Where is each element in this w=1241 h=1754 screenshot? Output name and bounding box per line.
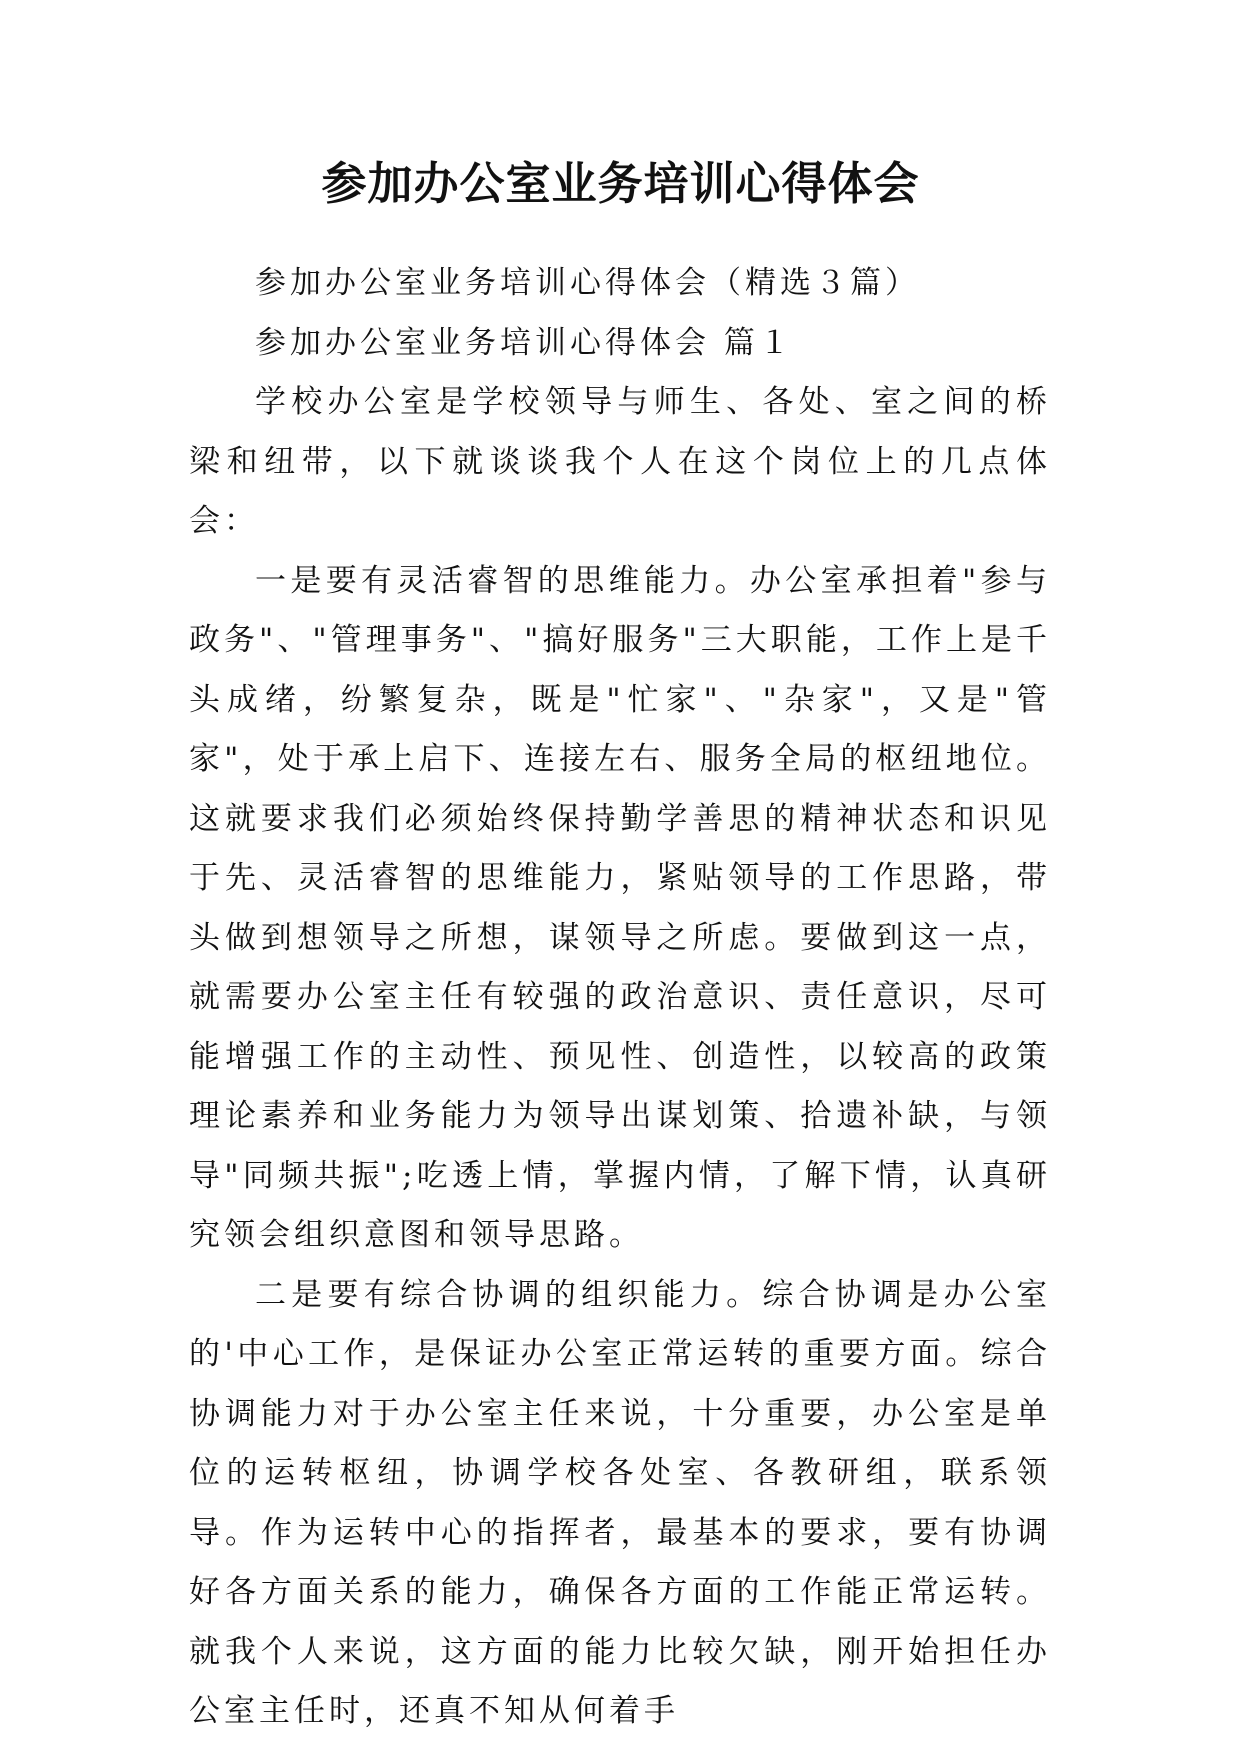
body-paragraph: 一是要有灵活睿智的思维能力。办公室承担着"参与政务"、"管理事务"、"搞好服务"三大职能，工作上是千头成绪，纷繁复杂，既是"忙家"、"杂家"，又是"管家"，处于承上启下、连接左右、服务全局的枢纽地位。这就要求我们必须始终保持勤学善思的精神状态和识见于先、灵活睿智的思维能力，紧贴领导的工作思路，带头做到想领导之所想，谋领导之所虑。要做到这一点，就需要办公室主任有较强的政治意识、责任意识，尽可能增强工作的主动性、预见性、创造性，以较高的政策理论素养和业务能力为领导出谋划策、拾遗补缺，与领导"同频共振";吃透上情，掌握内情，了解下情，认真研究领会组织意图和领导思路。	[189, 562, 1051, 1253]
document-title: 参加办公室业务培训心得体会	[321, 157, 920, 210]
article-heading: 参加办公室业务培训心得体会 篇１	[255, 324, 794, 361]
document-body	[189, 254, 1051, 1742]
body-paragraph: 学校办公室是学校领导与师生、各处、室之间的桥梁和纽带，以下就谈谈我个人在这个岗位上的几点体会：	[189, 384, 1051, 539]
collection-heading: 参加办公室业务培训心得体会（精选３篇）	[255, 265, 920, 301]
body-paragraph: 二是要有综合协调的组织能力。综合协调是办公室的'中心工作，是保证办公室正常运转的重要方面。综合协调能力对于办公室主任来说，十分重要，办公室是单位的运转枢纽，协调学校各处室、各教研组，联系领导。作为运转中心的指挥者，最基本的要求，要有协调好各方面关系的能力，确保各方面的工作能正常运转。就我个人来说，这方面的能力比较欠缺，刚开始担任办公室主任时，还真不知从何着手	[189, 1276, 1051, 1729]
